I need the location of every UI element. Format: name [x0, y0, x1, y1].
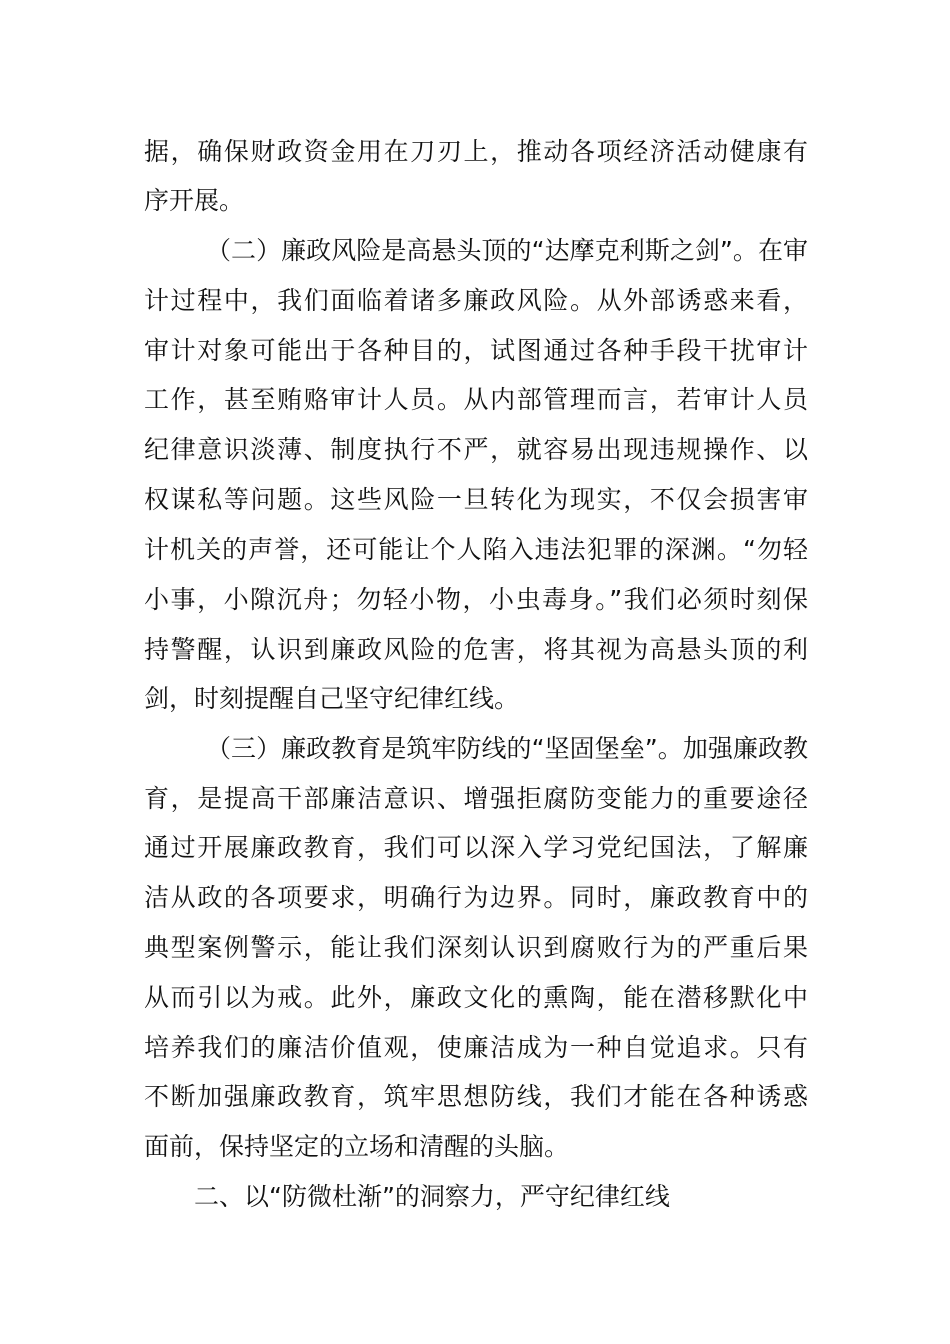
paragraph-line: 小事，小隙沉舟；勿轻小物，小虫毒身。”我们必须时刻保: [144, 585, 808, 614]
paragraph-line: 不断加强廉政教育，筑牢思想防线，我们才能在各种诱惑: [144, 1082, 808, 1111]
paragraph-line: 典型案例警示，能让我们深刻认识到腐败行为的严重后果: [144, 933, 808, 962]
paragraph-line: 审计对象可能出于各种目的，试图通过各种手段干扰审计: [144, 336, 808, 365]
paragraph-line: 育，是提高干部廉洁意识、增强拒腐防变能力的重要途径: [144, 784, 808, 813]
paragraph-line: 持警醒，认识到廉政风险的危害，将其视为高悬头顶的利: [144, 635, 808, 664]
paragraph-line: 工作，甚至贿赂审计人员。从内部管理而言，若审计人员: [144, 385, 808, 414]
paragraph-line: 通过开展廉政教育，我们可以深入学习党纪国法，了解廉: [144, 833, 808, 862]
paragraph-line: 培养我们的廉洁价值观，使廉洁成为一种自觉追求。只有: [144, 1033, 808, 1062]
paragraph-line: 序开展。: [144, 186, 245, 215]
section-heading: 二、以“防微杜渐”的洞察力，严守纪律红线: [194, 1182, 670, 1211]
paragraph-line: 纪律意识淡薄、制度执行不严，就容易出现违规操作、以: [144, 435, 808, 464]
paragraph-line: （三）廉政教育是筑牢防线的“坚固堡垒”。加强廉政教: [206, 734, 808, 763]
paragraph-line: 计机关的声誉，还可能让个人陷入违法犯罪的深渊。“勿轻: [144, 535, 808, 564]
paragraph-line: 洁从政的各项要求，明确行为边界。同时，廉政教育中的: [144, 883, 808, 912]
paragraph-line: 面前，保持坚定的立场和清醒的头脑。: [144, 1132, 570, 1161]
paragraph-line: （二）廉政风险是高悬头顶的“达摩克利斯之剑”。在审: [206, 236, 808, 265]
paragraph-line: 计过程中，我们面临着诸多廉政风险。从外部诱惑来看，: [144, 286, 808, 315]
paragraph-line: 权谋私等问题。这些风险一旦转化为现实，不仅会损害审: [144, 485, 808, 514]
paragraph-line: 据，确保财政资金用在刀刃上，推动各项经济活动健康有: [144, 137, 808, 166]
paragraph-line: 从而引以为戒。此外，廉政文化的熏陶，能在潜移默化中: [144, 983, 808, 1012]
paragraph-line: 剑，时刻提醒自己坚守纪律红线。: [144, 684, 520, 713]
